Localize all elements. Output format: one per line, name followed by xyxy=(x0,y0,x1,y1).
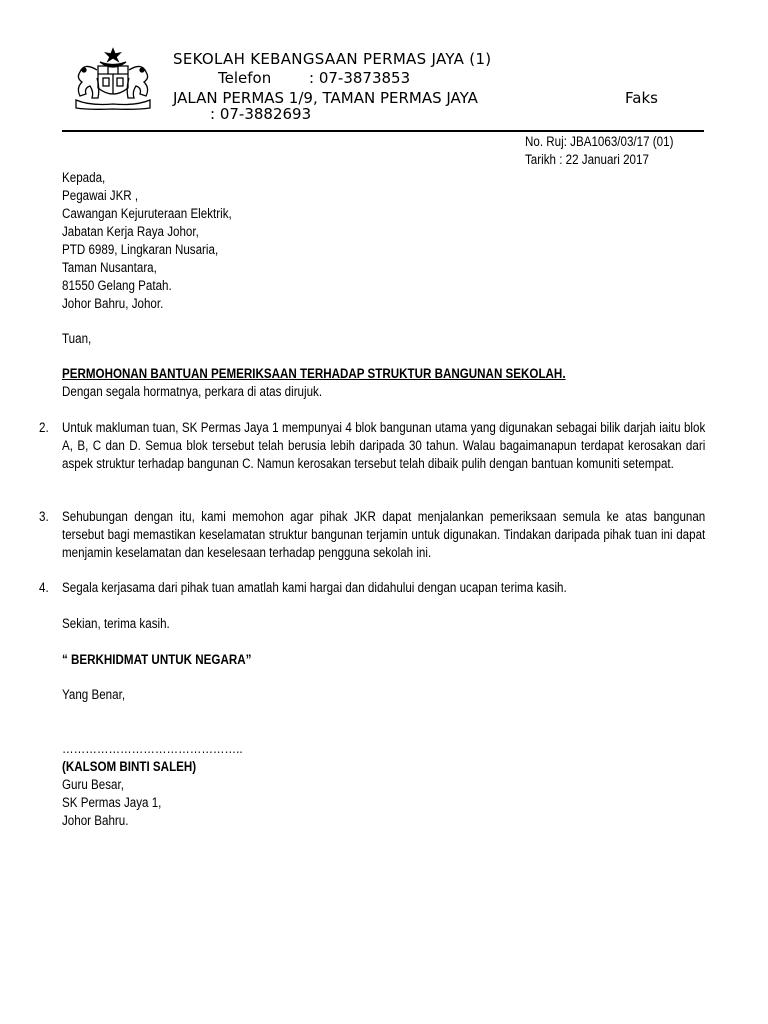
opening-line: Dengan segala hormatnya, perkara di atas dirujuk. xyxy=(62,384,323,399)
signatory-name: (KALSOM BINTI SALEH) xyxy=(62,759,197,774)
recipient-line: Kepada, xyxy=(62,170,106,185)
recipient-address xyxy=(62,169,232,313)
salutation: Tuan, xyxy=(62,331,92,346)
recipient-line: Cawangan Kejuruteraan Elektrik, xyxy=(62,206,232,221)
recipient-line: 81550 Gelang Patah. xyxy=(62,278,172,293)
faks-value: : 07-3882693 xyxy=(210,105,312,123)
closing-line: Sekian, terima kasih. xyxy=(62,616,170,631)
school-address: JALAN PERMAS 1/9, TAMAN PERMAS JAYA xyxy=(173,89,478,107)
paragraph-text: Untuk makluman tuan, SK Permas Jaya 1 mempunyai 4 blok bangunan utama yang digunakan sebagai bilik darjah iaitu blok A, B, C dan D. Semua blok tersebut telah berusia lebih daripada 30 tahun. Walau bagaimanapun terdapat kerosakan dari aspek struktur terhadap bangunan C. Namun kerosakan tersebut telah dibaik pulih dengan bantuan komuniti setempat. xyxy=(62,420,706,471)
paragraph-text: Segala kerjasama dari pihak tuan amatlah kami hargai dan didahului dengan ucapan terima kasih. xyxy=(62,580,567,595)
school-name: SEKOLAH KEBANGSAAN PERMAS JAYA (1) xyxy=(173,50,492,68)
signatory-line: SK Permas Jaya 1, xyxy=(62,795,162,810)
recipient-line: Jabatan Kerja Raya Johor, xyxy=(62,224,199,239)
reference-date: Tarikh : 22 Januari 2017 xyxy=(525,152,649,167)
letter-subject: PERMOHONAN BANTUAN PEMERIKSAAN TERHADAP STRUKTUR BANGUNAN SEKOLAH. xyxy=(62,366,566,381)
signatory-line: Johor Bahru. xyxy=(62,813,129,828)
paragraph-text: Sehubungan dengan itu, kami memohon agar pihak JKR dapat menjalankan pemeriksaan semula ke atas bangunan tersebut bagi memastikan keselamatan struktur bangunan terjamin untuk digunakan. Tindakan daripada pihak tuan ini dapat menjamin keselamatan dan keselesaan terhadap pengguna sekolah ini. xyxy=(62,509,706,560)
paragraph-number: 4. xyxy=(39,580,49,595)
signature-line: ……………………………………….. xyxy=(62,741,243,756)
telefon-label: Telefon xyxy=(218,69,272,87)
letterhead-divider xyxy=(62,130,704,132)
telefon-value: : 07-3873853 xyxy=(309,69,411,87)
recipient-line: PTD 6989, Lingkaran Nusaria, xyxy=(62,242,219,257)
reference-number: No. Ruj: JBA1063/03/17 (01) xyxy=(525,134,674,149)
malaysia-coat-of-arms-icon xyxy=(70,48,156,110)
signatory-details xyxy=(62,776,161,830)
yang-benar: Yang Benar, xyxy=(62,687,126,702)
paragraph-number: 2. xyxy=(39,420,49,435)
paragraph-number: 3. xyxy=(39,509,49,524)
recipient-line: Johor Bahru, Johor. xyxy=(62,296,164,311)
faks-value-clipped xyxy=(210,105,360,123)
motto: “ BERKHIDMAT UNTUK NEGARA” xyxy=(62,652,252,667)
recipient-line: Taman Nusantara, xyxy=(62,260,157,275)
signatory-line: Guru Besar, xyxy=(62,777,124,792)
faks-label: Faks xyxy=(625,89,658,107)
recipient-line: Pegawai JKR , xyxy=(62,188,139,203)
